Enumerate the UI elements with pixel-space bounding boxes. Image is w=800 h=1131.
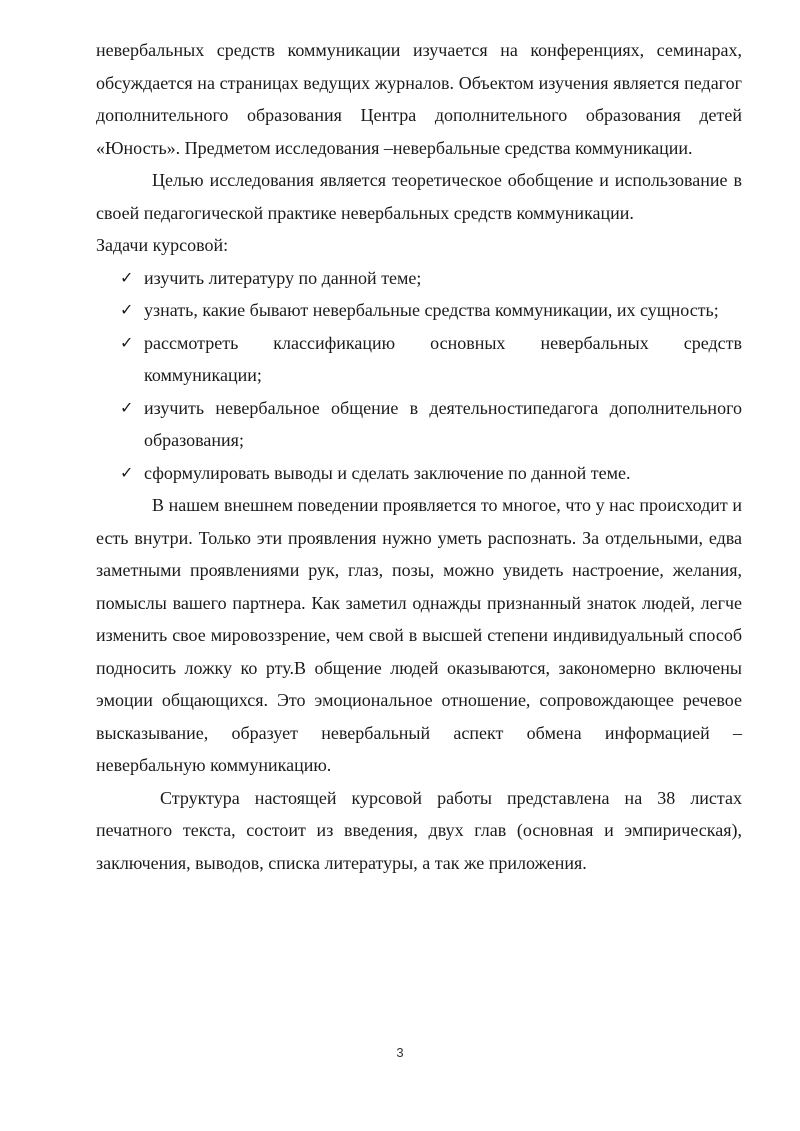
intro-paragraph: невербальных средств коммуникации изучается на конференциях, семинарах, обсуждается на страницах ведущих журналов. Объектом изучения является педагог дополнительного образования Центра дополнительного образования детей «Юность». Предметом исследования –невербальные средства коммуникации. — [96, 40, 742, 158]
list-item — [96, 294, 742, 327]
checkmark-icon: ✓ — [120, 332, 134, 352]
checkmark-icon: ✓ — [120, 267, 134, 287]
tasks-list — [96, 262, 742, 490]
document-page — [96, 34, 742, 879]
task-text: сформулировать выводы и сделать заключение по данной теме. — [144, 462, 631, 483]
checkmark-icon: ✓ — [120, 300, 134, 319]
list-item — [96, 327, 742, 392]
task-text: узнать, какие бывают невербальные средства коммуникации, их сущность; — [144, 300, 719, 320]
list-item — [96, 262, 742, 295]
goal-paragraph: Целью исследования является теоретическое обобщение и использование в своей педагогической практике невербальных средств коммуникации. — [96, 170, 742, 223]
tasks-heading: Задачи курсовой: — [96, 235, 229, 255]
page-number: 3 — [396, 1045, 404, 1060]
list-item — [96, 457, 742, 490]
list-item — [96, 392, 742, 457]
structure-paragraph: Структура настоящей курсовой работы представлена на 38 листах печатного текста, состоит из введения, двух глав (основная и эмпирическая), заключения, выводов, списка литературы, а так же приложения. — [96, 787, 742, 873]
behavior-paragraph: В нашем внешнем поведении проявляется то многое, что у нас происходит и есть внутри. Только эти проявления нужно уметь распознать. За отдельными, едва заметными проявлениями рук, глаз, позы, можно увидеть настроение, желания, помыслы вашего партнера. Как заметил однажды признанный знаток людей, легче изменить свое мировоззрение, чем свой в высшей степени индивидуальный способ подносить ложку ко рту.В общение людей оказываются, закономерно включены эмоции общающихся. Это эмоциональное отношение, сопровождающее речевое высказывание, образует невербальный аспект обмена информацией – невербальную коммуникацию. — [96, 495, 742, 775]
checkmark-icon: ✓ — [120, 462, 134, 482]
task-text: рассмотреть классификацию основных невербальных средств коммуникации; — [144, 332, 742, 385]
checkmark-icon: ✓ — [120, 397, 134, 417]
task-text: изучить литературу по данной теме; — [144, 267, 422, 288]
task-text: изучить невербальное общение в деятельностипедагога дополнительного образования; — [144, 397, 742, 450]
